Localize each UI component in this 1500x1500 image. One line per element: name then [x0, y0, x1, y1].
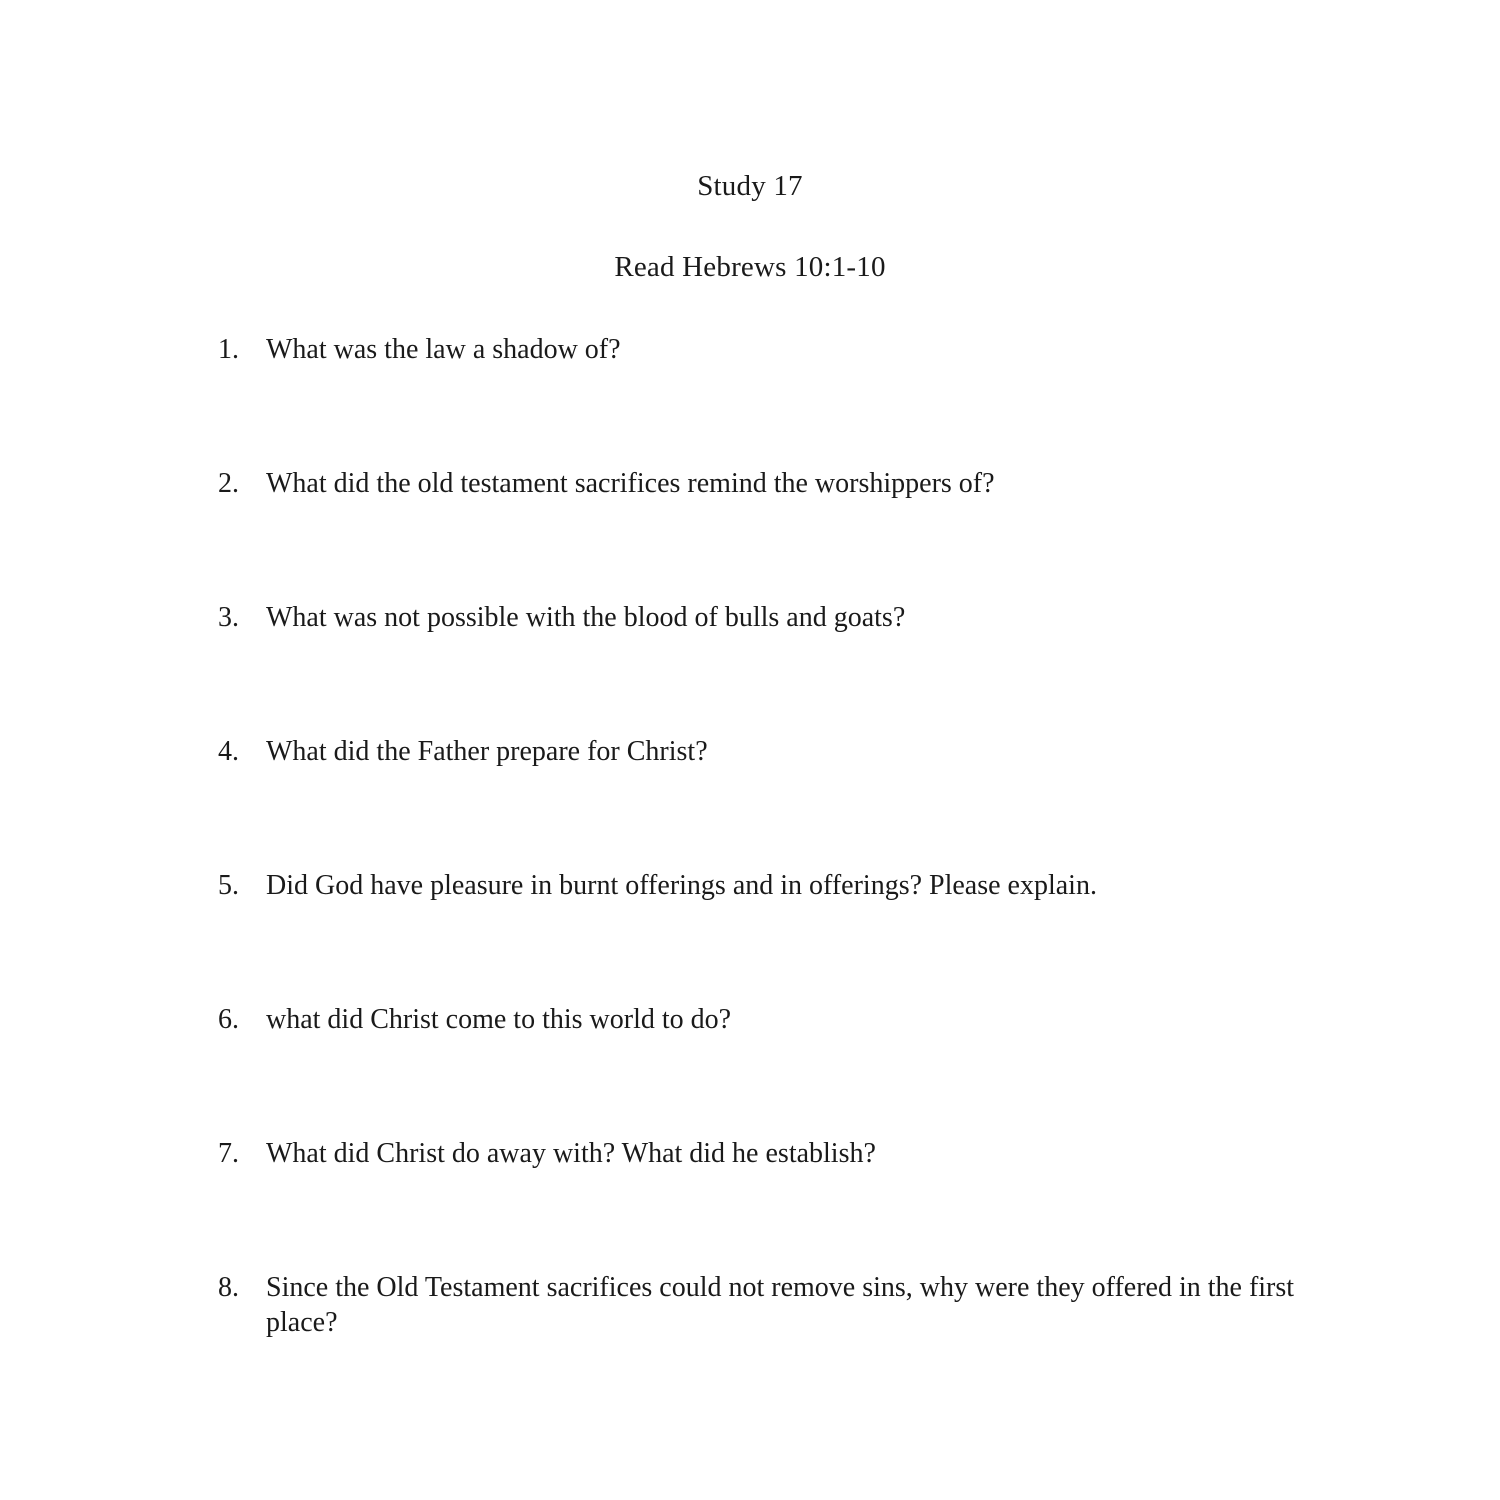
question-text: What did the Father prepare for Christ? [266, 736, 708, 767]
question-number: 4. [218, 736, 239, 767]
page-subtitle: Read Hebrews 10:1-10 [614, 251, 886, 283]
question-item-7 [218, 1136, 1310, 1171]
question-item-2 [218, 466, 1310, 501]
question-text: What did Christ do away with? What did he establish? [266, 1138, 876, 1169]
page-title: Study 17 [697, 170, 803, 202]
question-text: Did God have pleasure in burnt offerings and in offerings? Please explain. [266, 870, 1097, 901]
question-item-8 [218, 1270, 1310, 1340]
question-item-1 [218, 332, 1310, 367]
question-number: 3. [218, 602, 239, 633]
question-text: Since the Old Testament sacrifices could not remove sins, why were they offered in the first place? [266, 1272, 1295, 1338]
question-item-6 [218, 1002, 1310, 1037]
question-item-3 [218, 600, 1310, 635]
question-text: What was not possible with the blood of bulls and goats? [266, 602, 906, 633]
question-number: 2. [218, 468, 239, 499]
question-number: 5. [218, 870, 239, 901]
question-number: 1. [218, 334, 239, 365]
question-item-4 [218, 734, 1310, 769]
question-number: 8. [218, 1272, 239, 1303]
question-item-5 [218, 868, 1310, 903]
question-number: 6. [218, 1004, 239, 1035]
question-list [0, 332, 1500, 1340]
question-number: 7. [218, 1138, 239, 1169]
question-text: what did Christ come to this world to do? [266, 1004, 732, 1035]
question-text: What did the old testament sacrifices remind the worshippers of? [266, 468, 995, 499]
question-text: What was the law a shadow of? [266, 334, 621, 365]
